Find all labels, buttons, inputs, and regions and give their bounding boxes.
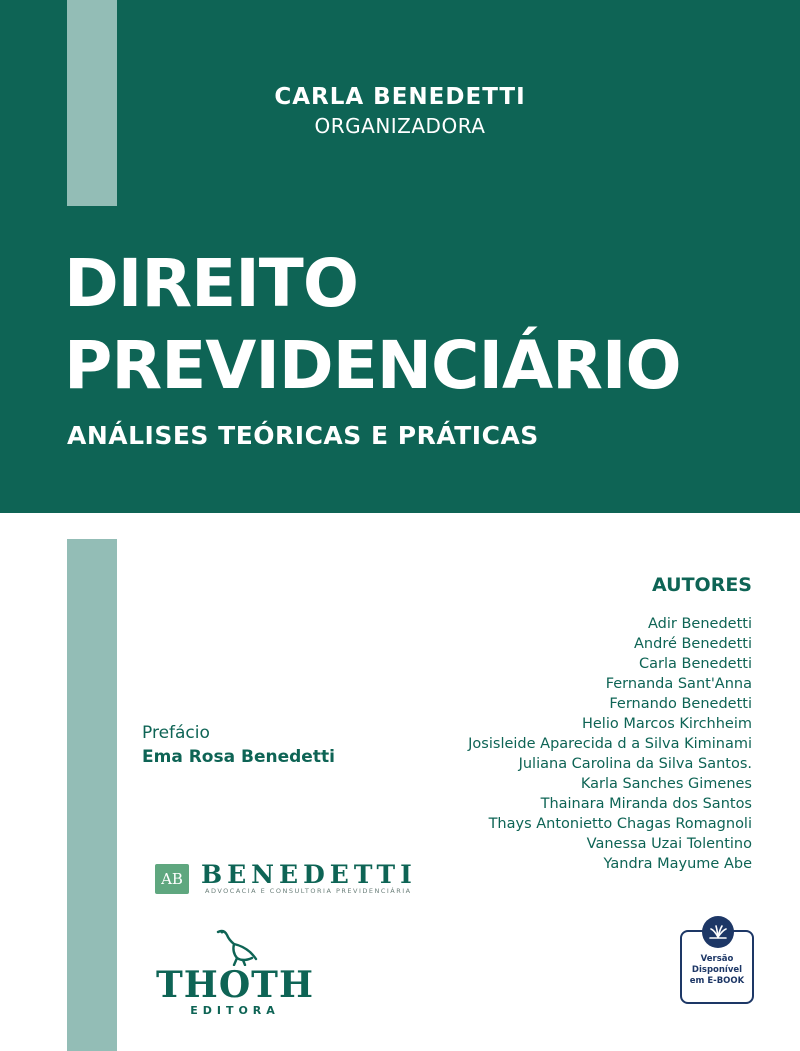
publisher-logo: [150, 928, 320, 1023]
author-name: Helio Marcos Kirchheim: [581, 716, 752, 732]
author-name: Yandra Mayume Abe: [603, 856, 752, 872]
author-name: Vanessa Uzai Tolentino: [586, 836, 752, 852]
author-name: André Benedetti: [634, 636, 752, 652]
organizer-role: ORGANIZADORA: [314, 114, 486, 138]
ebook-badge-line3: em E-BOOK: [689, 976, 745, 986]
ibis-icon: [210, 928, 260, 966]
author-name: Karla Sanches Gimenes: [580, 776, 752, 792]
benedetti-monogram: AB: [155, 864, 189, 894]
decorative-stripe-bottom: [67, 539, 117, 1051]
decorative-stripe-top: [67, 0, 117, 206]
author-name: Adir Benedetti: [648, 616, 752, 632]
author-name: Fernando Benedetti: [609, 696, 752, 712]
author-name: Josisleide Aparecida d a Silva Kiminami: [468, 736, 752, 752]
author-name: Juliana Carolina da Silva Santos.: [518, 756, 752, 772]
preface-author: Ema Rosa Benedetti: [142, 747, 335, 767]
book-title-line-1: DIREITO: [64, 245, 358, 322]
author-name: Fernanda Sant'Anna: [605, 676, 752, 692]
ebook-badge-line1: Versão: [700, 954, 734, 964]
author-name: Thays Antonietto Chagas Romagnoli: [488, 816, 752, 832]
open-book-icon: [702, 916, 734, 948]
book-subtitle: ANÁLISES TEÓRICAS E PRÁTICAS: [67, 421, 539, 450]
book-title-line-2: PREVIDENCIÁRIO: [64, 327, 681, 404]
benedetti-wordmark: BENEDETTI: [201, 860, 417, 889]
benedetti-logo: [155, 860, 435, 900]
preface-label: Prefácio: [142, 723, 210, 743]
authors-list: [468, 614, 752, 874]
authors-heading: AUTORES: [652, 574, 752, 596]
organizer-name: CARLA BENEDETTI: [274, 84, 526, 110]
ebook-badge-line2: Disponível: [691, 965, 743, 975]
author-name: Thainara Miranda dos Santos: [540, 796, 752, 812]
publisher-name: THOTH: [156, 964, 314, 1006]
author-name: Carla Benedetti: [639, 656, 752, 672]
publisher-subtitle: EDITORA: [190, 1004, 280, 1017]
ebook-badge: [680, 930, 754, 1004]
benedetti-tagline: ADVOCACIA E CONSULTORIA PREVIDENCIÁRIA: [205, 887, 412, 895]
